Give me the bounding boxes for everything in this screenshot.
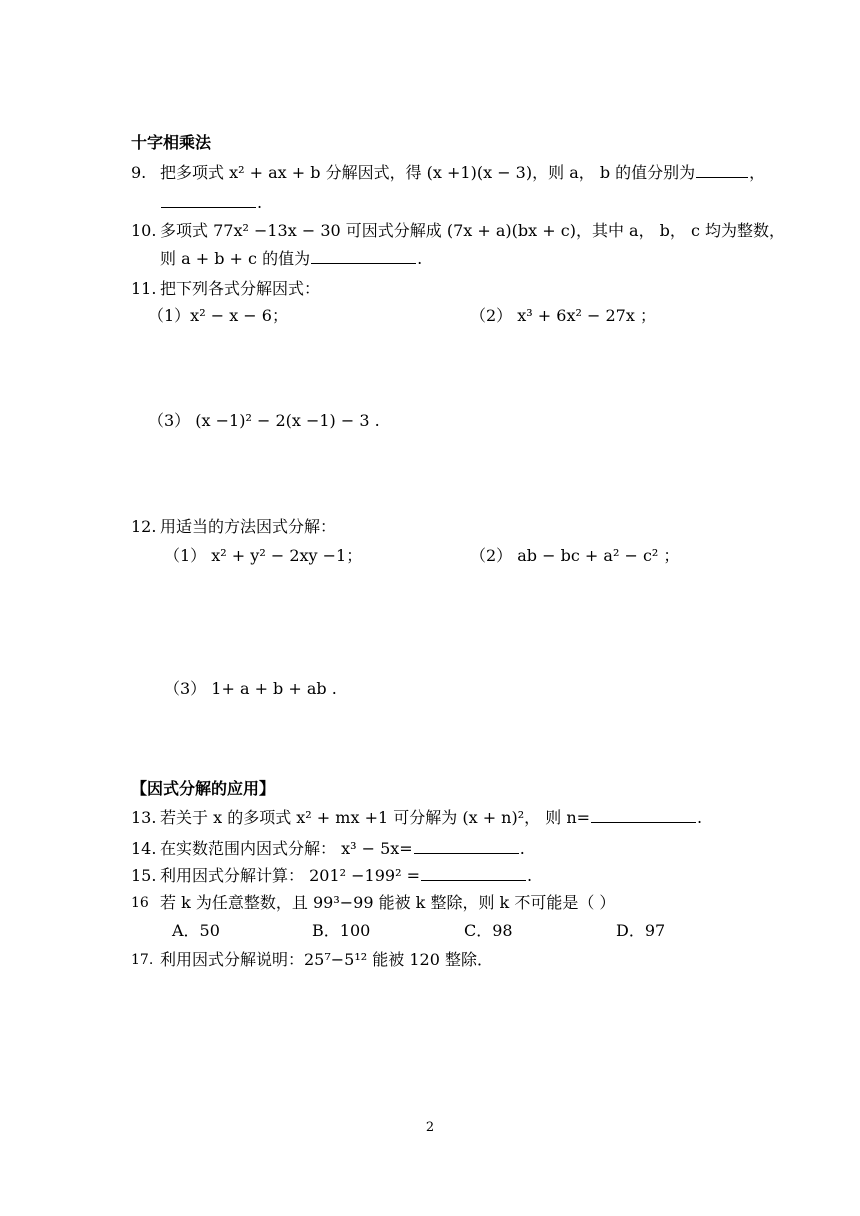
question-text — [160, 163, 765, 183]
question-number: 17. — [131, 952, 154, 968]
separator: ， — [749, 163, 766, 182]
section-title-cross-multiplication: 十字相乘法 — [131, 133, 212, 152]
section-title-applications: 【因式分解的应用】 — [131, 779, 276, 798]
sub-question-2: （2） x³ + 6x² − 27x ； — [470, 306, 656, 325]
option-a[interactable]: A．50 — [172, 921, 220, 940]
answer-blank[interactable] — [414, 839, 519, 854]
question-text: 用适当的方法因式分解： — [160, 517, 337, 536]
sub-question-1: （1） x² + y² − 2xy −1； — [164, 546, 363, 565]
question-number: 11. — [131, 279, 157, 298]
period: . — [257, 193, 263, 212]
question-number: 10. — [131, 221, 157, 240]
question-text-main: 利用因式分解计算： 201² −199² = — [160, 866, 420, 885]
sub-question-3: （3） 1+ a + b + ab . — [164, 679, 337, 698]
question-text: 利用因式分解说明：25⁷−5¹² 能被 120 整除． — [160, 950, 493, 969]
period: . — [697, 808, 703, 827]
period: . — [417, 249, 423, 268]
question-text-main: 在实数范围内因式分解： x³ − 5x= — [160, 839, 413, 858]
question-number: 14. — [131, 839, 157, 858]
question-text — [160, 839, 525, 859]
period: . — [526, 866, 533, 885]
question-number: 13. — [131, 808, 157, 827]
period: . — [519, 839, 525, 858]
question-text — [160, 866, 532, 886]
sub-question-1: （1）x² − x − 6； — [148, 306, 288, 325]
question-number: 16 — [131, 895, 149, 911]
question-text: 若 k 为任意整数，且 99³−99 能被 k 整除，则 k 不可能是（ ） — [160, 893, 616, 912]
sub-question-2: （2） ab − bc + a² − c² ； — [470, 546, 680, 565]
question-text: 多项式 77x² −13x − 30 可因式分解成 (7x + a)(bx + c)，其中 a， b， c 均为整数， — [160, 221, 786, 240]
answer-blank[interactable] — [696, 163, 748, 178]
question-text-main: 把多项式 x² + ax + b 分解因式，得 (x +1)(x − 3)，则 a， b 的值分别为 — [160, 163, 696, 182]
question-text-main: 则 a + b + c 的值为 — [160, 249, 311, 268]
answer-blank[interactable] — [311, 249, 416, 264]
answer-blank[interactable] — [161, 193, 256, 208]
page-number: 2 — [425, 1120, 435, 1135]
question-text-cont — [160, 249, 422, 269]
question-number: 12. — [131, 517, 157, 536]
question-text — [160, 808, 702, 828]
question-number: 15. — [131, 866, 157, 885]
answer-blank[interactable] — [591, 808, 696, 823]
question-text: 把下列各式分解因式： — [160, 279, 321, 298]
option-d[interactable]: D．97 — [616, 921, 666, 940]
sub-question-3: （3） (x −1)² − 2(x −1) − 3 . — [148, 411, 380, 430]
question-text-cont — [160, 193, 262, 213]
option-b[interactable]: B．100 — [312, 921, 371, 940]
question-text-main: 若关于 x 的多项式 x² + mx +1 可分解为 (x + n)²， 则 n= — [160, 808, 591, 827]
question-number: 9. — [131, 163, 147, 182]
answer-blank[interactable] — [421, 866, 526, 881]
option-c[interactable]: C．98 — [464, 921, 513, 940]
